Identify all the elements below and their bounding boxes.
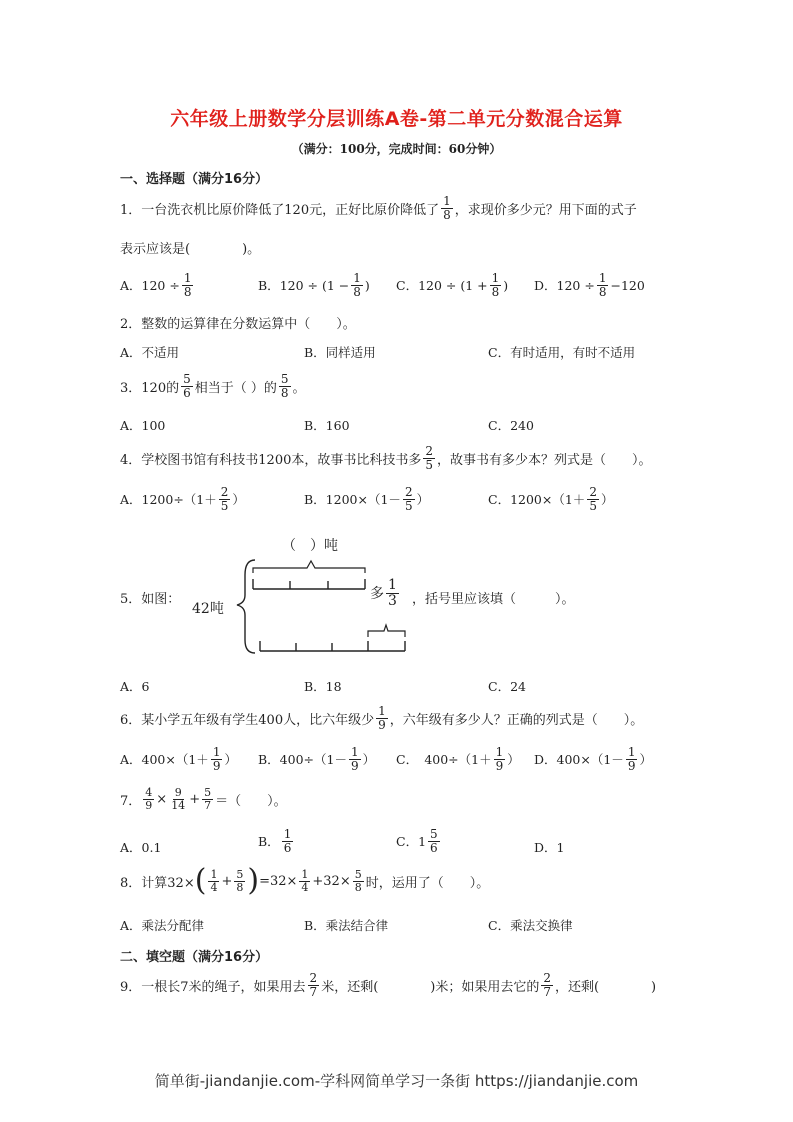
denominator: 5 bbox=[404, 498, 413, 513]
q8-text-a: 8．计算32× bbox=[120, 875, 195, 891]
denominator: 8 bbox=[598, 284, 607, 299]
q8-option-c[interactable]: C．乘法交换律 bbox=[488, 918, 573, 933]
denominator: 9 bbox=[350, 758, 359, 773]
q1-option-b[interactable] bbox=[258, 272, 370, 298]
question-3 bbox=[120, 373, 306, 399]
question-9 bbox=[120, 972, 656, 998]
denominator: 6 bbox=[183, 385, 191, 400]
denominator: 5 bbox=[589, 498, 597, 513]
numerator: 2 bbox=[220, 485, 229, 499]
q3-text-c: 。 bbox=[292, 380, 306, 396]
q3-text-b: 相当于（ ）的 bbox=[194, 380, 277, 396]
denominator: 5 bbox=[220, 498, 229, 513]
q7-text-a: 7． bbox=[120, 793, 142, 809]
numerator: 1 bbox=[388, 577, 397, 593]
option-expr-end: ） bbox=[362, 752, 376, 768]
q1-option-a[interactable] bbox=[120, 272, 195, 298]
option-expr-end: ） bbox=[507, 752, 520, 768]
numerator: 1 bbox=[598, 271, 607, 285]
q6-option-c[interactable] bbox=[396, 746, 520, 772]
q5-left-label: 42吨 bbox=[192, 601, 224, 617]
option-expr: A．1200÷（1＋ bbox=[120, 492, 217, 508]
option-expr-end: ） bbox=[600, 492, 614, 508]
question-6 bbox=[120, 705, 643, 731]
option-expr-end: ） bbox=[224, 752, 237, 768]
numerator: 1 bbox=[378, 704, 386, 718]
q1-option-d[interactable] bbox=[534, 272, 645, 298]
option-expr: C． 400÷（1＋ bbox=[396, 752, 492, 768]
numerator: 1 bbox=[283, 827, 292, 841]
numerator: 1 bbox=[210, 867, 218, 881]
q6-option-d[interactable] bbox=[534, 746, 652, 772]
q1-text-b: ，求现价多少元？用下面的式子 bbox=[454, 202, 637, 218]
denominator: 5 bbox=[425, 457, 433, 472]
option-expr: B．1200×（1－ bbox=[304, 492, 401, 508]
denominator: 9 bbox=[212, 758, 221, 773]
numerator: 2 bbox=[589, 485, 597, 499]
denominator: 9 bbox=[378, 717, 386, 732]
numerator: 5 bbox=[430, 827, 438, 841]
q7-option-a[interactable]: A．0.1 bbox=[120, 840, 162, 855]
q2-option-a[interactable]: A．不适用 bbox=[120, 345, 180, 360]
q5-more-label: 多 bbox=[370, 586, 384, 603]
footer-watermark: 简单街-jiandanjie.com-学科网简单学习一条街 https://jiandanjie.com bbox=[154, 1072, 639, 1090]
q6-text-a: 6．某小学五年级有学生400人，比六年级少 bbox=[120, 712, 375, 728]
denominator: 3 bbox=[388, 592, 397, 609]
option-expr-end: ） bbox=[416, 492, 430, 508]
numerator: 1 bbox=[183, 271, 192, 285]
q2-option-c[interactable]: C．有时适用，有时不适用 bbox=[488, 345, 636, 360]
q4-text-a: 4．学校图书馆有科技书1200本，故事书比科技书多 bbox=[120, 452, 422, 468]
q5-more-fraction bbox=[370, 578, 401, 608]
q8-equals: =32× bbox=[259, 873, 298, 889]
q3-option-a[interactable]: A．100 bbox=[120, 418, 166, 433]
option-expr: 120 ÷ (1 − bbox=[279, 277, 350, 293]
q4-option-a[interactable] bbox=[120, 486, 245, 512]
q8-option-b[interactable]: B．乘法结合律 bbox=[304, 918, 389, 933]
numerator: 5 bbox=[280, 372, 289, 386]
denominator: 4 bbox=[210, 880, 218, 894]
denominator: 6 bbox=[283, 840, 292, 855]
q6-text-b: ，六年级有多少人？正确的列式是（ ）。 bbox=[389, 712, 644, 728]
q3-text-a: 3．120的 bbox=[120, 380, 180, 396]
plus-sign: + bbox=[221, 873, 233, 889]
option-expr: 120 ÷ bbox=[141, 277, 180, 293]
q7-option-b[interactable] bbox=[258, 828, 295, 854]
q1-text-a: 1．一台洗衣机比原价降低了120元，正好比原价降低了 bbox=[120, 202, 440, 218]
denominator: 9 bbox=[495, 758, 504, 773]
section-fill-heading: 二、填空题（满分16分） bbox=[120, 950, 269, 965]
option-expr-end: ) bbox=[364, 277, 370, 293]
q7-text-b: ＝（ ）。 bbox=[215, 793, 287, 809]
q1-option-c[interactable] bbox=[396, 272, 508, 298]
numerator: 5 bbox=[204, 786, 212, 799]
q1-fraction bbox=[441, 195, 453, 221]
numerator: 5 bbox=[236, 867, 244, 881]
denominator: 8 bbox=[280, 385, 289, 400]
option-expr: 120 ÷ bbox=[556, 277, 595, 293]
question-2: 2．整数的运算律在分数运算中（ ）。 bbox=[120, 317, 356, 332]
option-expr-end: ） bbox=[639, 752, 652, 768]
numerator: 1 bbox=[443, 194, 451, 208]
numerator: 2 bbox=[404, 485, 413, 499]
denominator: 6 bbox=[430, 840, 438, 855]
q6-option-b[interactable] bbox=[258, 746, 375, 772]
q1-text-c: 表示应该是( )。 bbox=[120, 242, 261, 257]
numerator: 1 bbox=[627, 745, 636, 759]
q8-text-b: 时，运用了（ ）。 bbox=[365, 875, 490, 891]
numerator: 5 bbox=[354, 867, 362, 881]
numerator: 5 bbox=[183, 372, 191, 386]
q9-text-c: ，还剩( ) bbox=[554, 979, 657, 995]
denominator: 8 bbox=[354, 880, 362, 894]
q4-option-b[interactable] bbox=[304, 486, 429, 512]
option-letter: C．1 bbox=[396, 834, 427, 850]
question-1 bbox=[120, 195, 637, 221]
option-expr-end: −120 bbox=[610, 277, 645, 293]
denominator: 8 bbox=[443, 207, 451, 222]
numerator: 2 bbox=[309, 971, 318, 985]
times-sign: × bbox=[156, 791, 168, 807]
right-paren: ) bbox=[247, 863, 260, 898]
plus-sign: + bbox=[189, 791, 201, 807]
q7-option-d[interactable]: D．1 bbox=[534, 840, 565, 855]
denominator: 7 bbox=[543, 984, 551, 999]
option-letter: B． bbox=[258, 278, 280, 294]
option-expr: B．400÷（1－ bbox=[258, 752, 347, 768]
question-5-label: 5．如图： bbox=[120, 592, 181, 607]
q5-option-c[interactable]: C．24 bbox=[488, 679, 526, 694]
numerator: 2 bbox=[543, 971, 551, 985]
question-4 bbox=[120, 445, 652, 471]
page-subtitle: （满分：100分，完成时间：60分钟） bbox=[291, 142, 502, 156]
numerator: 1 bbox=[350, 745, 359, 759]
numerator: 2 bbox=[425, 444, 433, 458]
q2-option-b[interactable]: B．同样适用 bbox=[304, 345, 376, 360]
page-title: 六年级上册数学分层训练A卷-第二单元分数混合运算 bbox=[170, 108, 623, 130]
numerator: 1 bbox=[353, 271, 361, 285]
option-expr-end: ) bbox=[503, 277, 509, 293]
q9-text-b: 米，还剩( )米；如果用去它的 bbox=[321, 979, 540, 995]
option-expr: 120 ÷ (1 + bbox=[418, 277, 488, 293]
top-bracket bbox=[253, 561, 365, 573]
q3-option-c[interactable]: C．240 bbox=[488, 418, 534, 433]
q4-option-c[interactable] bbox=[488, 486, 613, 512]
denominator: 8 bbox=[491, 284, 500, 299]
q9-text-a: 9．一根长7米的绳子，如果用去 bbox=[120, 979, 306, 995]
denominator: 8 bbox=[353, 284, 361, 299]
question-7 bbox=[120, 787, 287, 811]
option-expr-end: ） bbox=[232, 492, 245, 508]
option-expr: D．400×（1－ bbox=[534, 752, 624, 768]
denominator: 7 bbox=[204, 798, 212, 812]
q3-option-b[interactable]: B．160 bbox=[304, 418, 350, 433]
denominator: 9 bbox=[145, 798, 153, 812]
section-choice-heading: 一、选择题（满分16分） bbox=[120, 172, 269, 187]
numerator: 4 bbox=[145, 786, 153, 799]
option-letter: D． bbox=[534, 278, 557, 294]
q5-tail: ，括号里应该填（ ）。 bbox=[412, 592, 575, 607]
numerator: 1 bbox=[301, 867, 309, 881]
numerator: 1 bbox=[212, 745, 221, 759]
denominator: 4 bbox=[301, 880, 309, 894]
q7-option-c[interactable] bbox=[396, 828, 442, 854]
option-letter: C． bbox=[396, 278, 419, 294]
left-brace bbox=[237, 560, 255, 653]
numerator: 9 bbox=[174, 786, 182, 799]
q8-plus-term: +32× bbox=[312, 873, 351, 889]
part-bracket bbox=[368, 625, 405, 637]
question-8 bbox=[120, 863, 490, 898]
q5-option-a[interactable]: A．6 bbox=[120, 679, 150, 694]
option-letter: A． bbox=[120, 278, 142, 294]
q6-option-a[interactable] bbox=[120, 746, 237, 772]
option-letter: B． bbox=[258, 834, 280, 850]
numerator: 1 bbox=[495, 745, 504, 759]
option-expr: C．1200×（1＋ bbox=[488, 492, 586, 508]
q4-text-b: ，故事书有多少本？列式是（ ）。 bbox=[437, 452, 652, 468]
q5-option-b[interactable]: B．18 bbox=[304, 679, 342, 694]
q8-option-a[interactable]: A．乘法分配律 bbox=[120, 918, 205, 933]
option-expr: A．400×（1＋ bbox=[120, 752, 209, 768]
numerator: 1 bbox=[491, 271, 500, 285]
q5-top-label: （ ）吨 bbox=[282, 538, 338, 554]
denominator: 7 bbox=[309, 984, 318, 999]
denominator: 8 bbox=[183, 284, 192, 299]
left-paren: ( bbox=[194, 863, 207, 898]
denominator: 9 bbox=[627, 758, 636, 773]
denominator: 14 bbox=[171, 798, 186, 812]
denominator: 8 bbox=[236, 880, 244, 894]
